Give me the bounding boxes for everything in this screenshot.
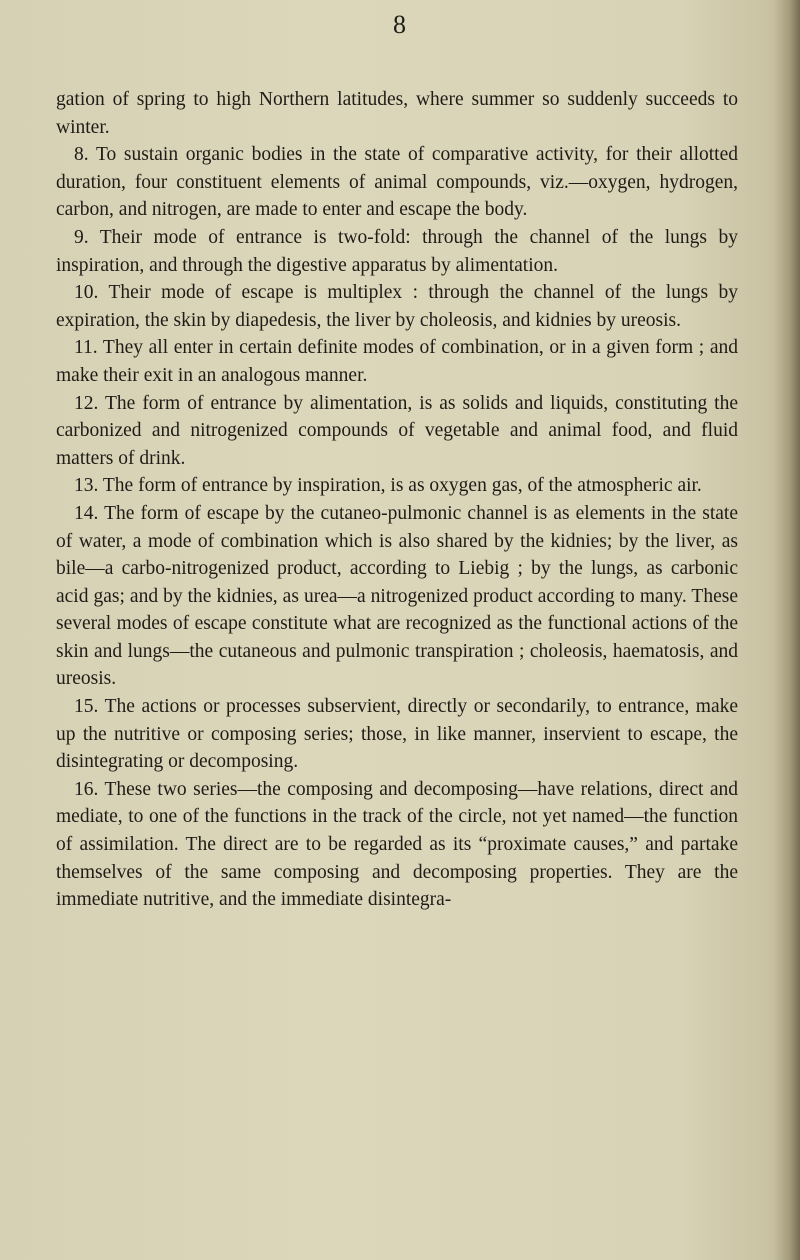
body-text [56, 86, 738, 914]
page-edge-shadow [774, 0, 800, 1260]
paragraph-9: 9. Their mode of entrance is two-fold: through the channel of the lungs by inspiration, and through the digestive apparatus by alimentation. [56, 226, 738, 276]
paragraph-11: 11. They all enter in certain definite modes of combination, or in a given form ; and make their exit in an analogous manner. [56, 337, 738, 386]
paragraph-8: 8. To sustain organic bodies in the state of comparative activity, for their allotted duration, four constituent elements of animal compounds, viz.—oxygen, hydrogen, carbon, and nitrogen, are made to enter and escape the body. [56, 144, 738, 221]
page-number: 8 [393, 10, 407, 39]
paragraph-13: 13. The form of entrance by inspiration, is as oxygen gas, of the atmospheric air. [74, 475, 702, 497]
paragraph-continuation: gation of spring to high Northern latitudes, where summer so suddenly succeeds to winter. [56, 89, 738, 138]
paragraph-12: 12. The form of entrance by alimentation, is as solids and liquids, constituting the carbonized and nitrogenized compounds of vegetable and animal food, and fluid matters of drink. [56, 392, 738, 469]
paragraph-16: 16. These two series—the composing and decomposing—have relations, direct and mediate, to one of the functions in the track of the circle, not yet named—the function of assimilation. The direct are to be regarded as its “proximate causes,” and partake themselves of the same composing and decomposing properties. They are the immediate nutritive, and the immediate disintegra- [56, 778, 738, 911]
paragraph-15: 15. The actions or processes subservient, directly or secondarily, to entrance, make up the nutritive or composing series; those, in like manner, inservient to escape, the disintegrating or decomposing. [56, 696, 738, 773]
paragraph-14: 14. The form of escape by the cutaneo-pulmonic channel is as elements in the state of water, a mode of combination which is also shared by the kidnies; by the liver, as bile—a carbo-nitrogenized product, according to Liebig ; by the lungs, as carbonic acid gas; and by the kidnies, as urea—a nitrogenized product according to many. These several modes of escape constitute what are recognized as the functional actions of the skin and lungs—the cutaneous and pulmonic transpiration ; choleosis, haematosis, and ureosis. [56, 502, 738, 690]
paragraph-10: 10. Their mode of escape is multiplex : through the channel of the lungs by expiration, the skin by diapedesis, the liver by choleosis, and kidnies by ureosis. [56, 282, 738, 331]
